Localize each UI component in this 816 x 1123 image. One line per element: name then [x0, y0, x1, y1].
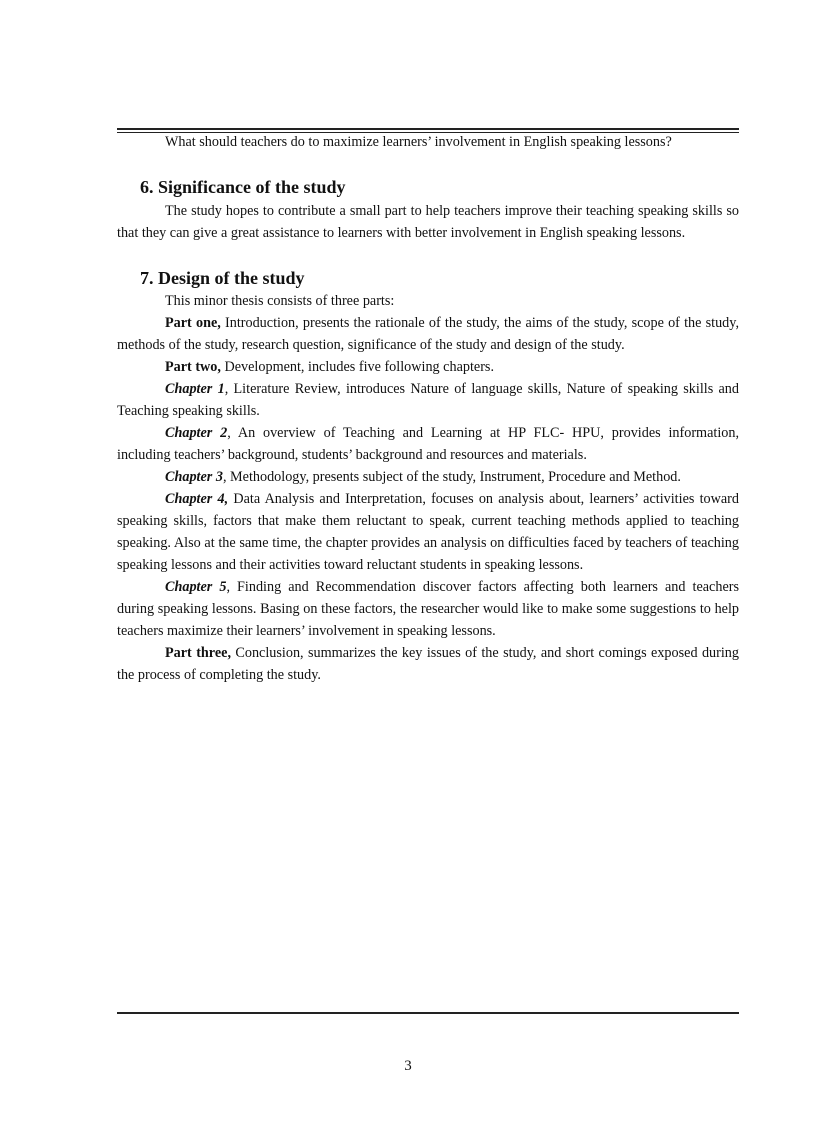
- section-7-heading: 7. Design of the study: [140, 268, 305, 288]
- chapter-1-paragraph: [117, 378, 739, 422]
- chapter-4-text: Data Analysis and Interpretation, focuses on analysis about, learners’ activities toward speaking skills, factors that make them reluctant to speak, current teaching methods applied to teaching speaking. Also at the same time, the chapter provides an analysis on difficulties faced by teachers of teaching speaking lessons and their activities toward reluctant students in speaking lessons.: [117, 491, 739, 573]
- chapter-1-label: Chapter 1: [165, 381, 225, 397]
- header-rule: [117, 128, 739, 130]
- chapter-5-label: Chapter 5: [165, 579, 227, 595]
- part-two-paragraph: [117, 356, 739, 378]
- part-one-paragraph: [117, 312, 739, 356]
- part-three-label: Part three,: [165, 645, 231, 661]
- chapter-3-label: Chapter 3: [165, 469, 223, 485]
- chapter-3-text: , Methodology, presents subject of the study, Instrument, Procedure and Method.: [222, 469, 681, 485]
- part-three-text: Conclusion, summarizes the key issues of the study, and short comings exposed during the process of completing the study.: [117, 645, 739, 683]
- part-two-text: Development, includes five following chapters.: [220, 359, 494, 375]
- part-three-paragraph: [117, 642, 739, 686]
- chapter-5-paragraph: [117, 576, 739, 642]
- chapter-2-label: Chapter 2: [165, 425, 228, 441]
- part-two-label: Part two,: [165, 359, 221, 375]
- part-one-text: Introduction, presents the rationale of the study, the aims of the study, scope of the study, methods of the study, research question, significance of the study and design of the study.: [117, 315, 739, 353]
- chapter-5-text: , Finding and Recommendation discover factors affecting both learners and teachers during speaking lessons. Basing on these factors, the researcher would like to make some suggestions to help teachers maximize their learners’ involvement in speaking lessons.: [117, 579, 739, 639]
- footer-rule: [117, 1012, 739, 1014]
- chapter-1-text: , Literature Review, introduces Nature of language skills, Nature of speaking skills and Teaching speaking skills.: [117, 381, 739, 419]
- chapter-4-label: Chapter 4,: [165, 491, 229, 507]
- chapter-2-text: , An overview of Teaching and Learning at HP FLC- HPU, provides information, including teachers’ background, students’ background and resources and materials.: [117, 425, 740, 463]
- intro-question: What should teachers do to maximize learners’ involvement in English speaking lessons?: [165, 134, 672, 150]
- chapter-4-paragraph: [117, 488, 739, 576]
- section-6-paragraph: The study hopes to contribute a small part to help teachers improve their teaching speaking skills so that they can give a great assistance to learners with better involvement in English speaking lessons.: [117, 203, 739, 241]
- page-number: 3: [404, 1058, 412, 1074]
- page-body: [117, 131, 739, 686]
- chapter-2-paragraph: [117, 422, 739, 466]
- section-6-heading: 6. Significance of the study: [140, 177, 346, 197]
- section-7-intro: This minor thesis consists of three parts:: [165, 293, 395, 309]
- part-one-label: Part one,: [165, 315, 221, 331]
- chapter-3-paragraph: [117, 466, 739, 488]
